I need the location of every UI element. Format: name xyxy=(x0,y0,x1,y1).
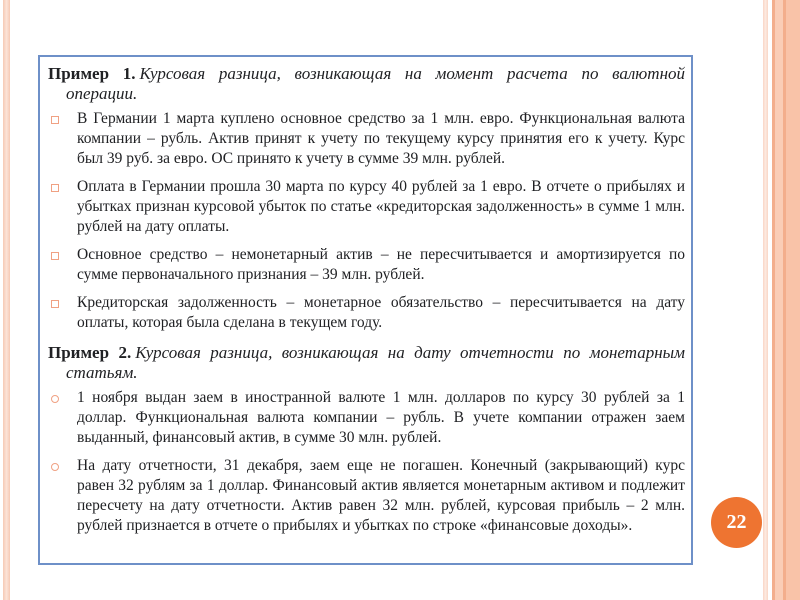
example-1-bullet-list xyxy=(48,109,685,333)
page-number-badge xyxy=(711,497,762,548)
example-1-label: Пример 1. xyxy=(48,64,136,83)
list-item: Оплата в Германии прошла 30 марта по курсу 40 рублей за 1 евро. В отчете о прибылях и убытках признан курсовой убыток по статье «кредиторская задолженность» в сумме 1 млн. рублей на дату оплаты. xyxy=(48,177,685,237)
example-2-heading xyxy=(48,343,685,383)
list-item: На дату отчетности, 31 декабря, заем еще не погашен. Конечный (закрывающий) курс равен 32 рублям за 1 доллар. Финансовый актив является монетарным активом и подлежит пересчету на дату отчетности. Актив равен 32 млн. рублей, курсовая прибыль – 2 млн. рублей признается в отчете о прибылях и убытках по строке «финансовые доходы». xyxy=(48,456,685,536)
example-2-label: Пример 2. xyxy=(48,343,132,362)
example-1-title: Курсовая разница, возникающая на момент расчета по валютной операции. xyxy=(66,64,685,103)
page-number: 22 xyxy=(726,511,747,533)
list-item: 1 ноября выдан заем в иностранной валюте 1 млн. долларов по курсу 30 рублей за 1 доллар. Функциональная валюта компании – рубль. В учете компании отражен заем выданный, финансовый актив, в сумме 30 млн. рублей. xyxy=(48,388,685,448)
list-item: Кредиторская задолженность – монетарное обязательство – пересчитывается на дату оплаты, которая была сделана в текущем году. xyxy=(48,293,685,333)
slide-content-box xyxy=(38,55,693,565)
right-thin-stripe-decoration xyxy=(763,0,768,600)
example-1-heading xyxy=(48,64,685,104)
list-item: В Германии 1 марта куплено основное средство за 1 млн. евро. Функциональная валюта компании – рубль. Актив принят к учету по текущему курсу принятия его к учету. Курс был 39 руб. за евро. ОС принято к учету в сумме 39 млн. рублей. xyxy=(48,109,685,169)
right-stripe-band-decoration xyxy=(772,0,800,600)
example-2-title: Курсовая разница, возникающая на дату отчетности по монетарным статьям. xyxy=(66,343,685,382)
list-item: Основное средство – немонетарный актив – не пересчитывается и амортизируется по сумме первоначального признания – 39 млн. рублей. xyxy=(48,245,685,285)
left-stripe-decoration xyxy=(3,0,10,600)
example-2-bullet-list xyxy=(48,388,685,536)
